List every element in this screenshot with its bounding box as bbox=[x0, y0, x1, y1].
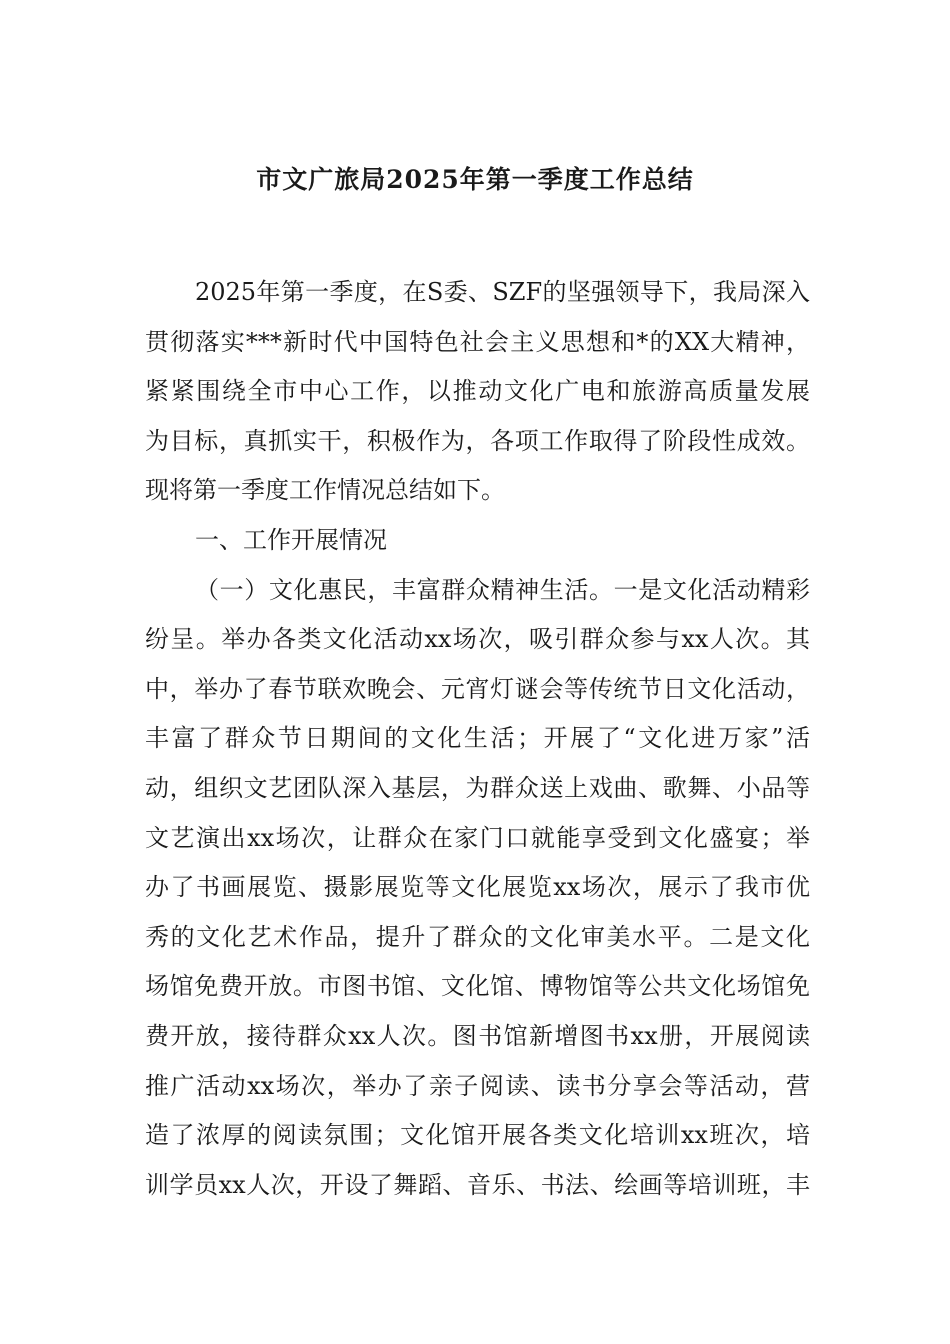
body-text-line: 现将第一季度工作情况总结如下。 bbox=[145, 476, 505, 505]
body-text-line: 动，组织文艺团队深入基层，为群众送上戏曲、歌舞、小品等 bbox=[145, 773, 810, 802]
document-body bbox=[145, 268, 810, 1210]
body-text-line: 为目标，真抓实干，积极作为，各项工作取得了阶段性成效。 bbox=[145, 426, 810, 455]
body-text-line: （一）文化惠民，丰富群众精神生活。一是文化活动精彩 bbox=[195, 575, 810, 604]
body-text-line: 纷呈。举办各类文化活动xx场次，吸引群众参与xx人次。其 bbox=[145, 625, 810, 654]
body-text-line: 贯彻落实***新时代中国特色社会主义思想和*的XX大精神， bbox=[145, 327, 810, 356]
body-text-line: 费开放，接待群众xx人次。图书馆新增图书xx册，开展阅读 bbox=[145, 1021, 810, 1050]
body-text-line: 一、工作开展情况 bbox=[195, 525, 387, 554]
body-text-line: 2025年第一季度，在S委、SZF的坚强领导下，我局深入 bbox=[195, 278, 810, 306]
body-text-line: 文艺演出xx场次，让群众在家门口就能享受到文化盛宴；举 bbox=[145, 823, 810, 852]
body-text-line: 秀的文化艺术作品，提升了群众的文化审美水平。二是文化 bbox=[145, 922, 810, 951]
body-text-line: 推广活动xx场次，举办了亲子阅读、读书分享会等活动，营 bbox=[145, 1071, 810, 1100]
body-text-line: 训学员xx人次，开设了舞蹈、音乐、书法、绘画等培训班，丰 bbox=[145, 1170, 810, 1199]
body-text-line: 办了书画展览、摄影展览等文化展览xx场次，展示了我市优 bbox=[145, 873, 810, 902]
body-text-line: 丰富了群众节日期间的文化生活；开展了“文化进万家”活 bbox=[145, 724, 810, 753]
document-title: 市文广旅局2025年第一季度工作总结 bbox=[256, 165, 694, 194]
body-text-line: 场馆免费开放。市图书馆、文化馆、博物馆等公共文化场馆免 bbox=[145, 972, 810, 1001]
body-text-line: 中，举办了春节联欢晚会、元宵灯谜会等传统节日文化活动， bbox=[145, 674, 810, 703]
body-text-line: 造了浓厚的阅读氛围；文化馆开展各类文化培训xx班次，培 bbox=[145, 1121, 810, 1150]
body-text-line: 紧紧围绕全市中心工作，以推动文化广电和旅游高质量发展 bbox=[145, 377, 810, 406]
